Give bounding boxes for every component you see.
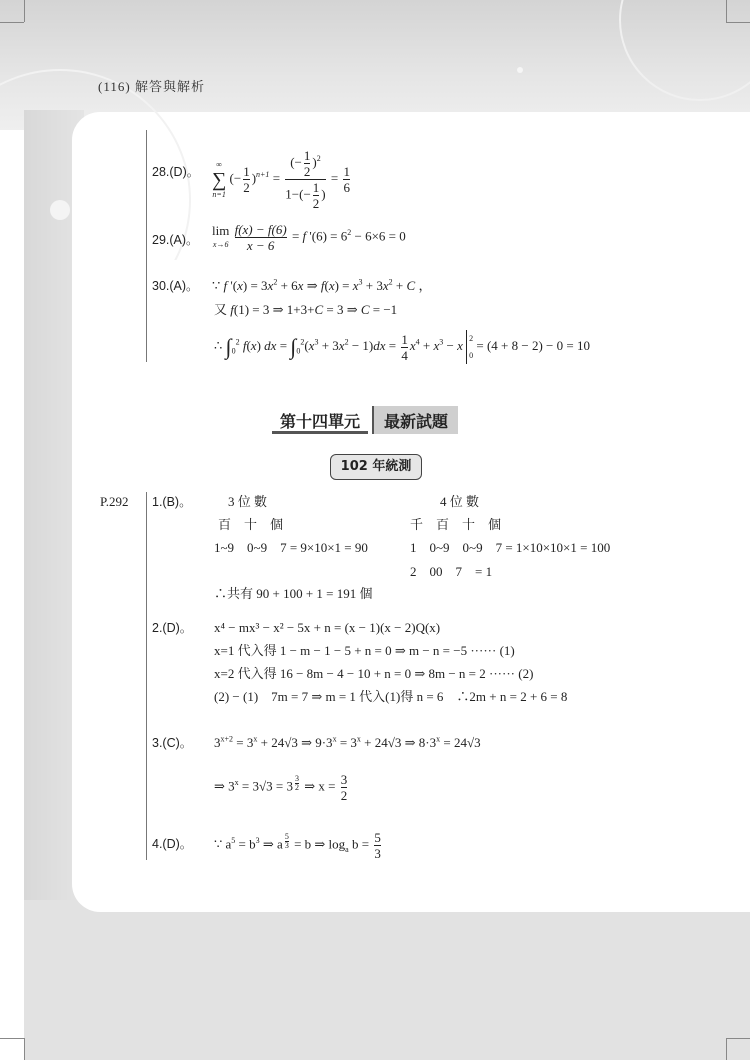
crop-mark [24, 1038, 25, 1060]
q1-row-3digit: 1~9 0~9 7 = 9×10×1 = 90 [214, 540, 368, 555]
exam-badge: 102 年統測 [330, 454, 422, 480]
q3-line1: $3^{x+2} = 3^x + 24√3$ ⇒ $9\cdot 3^x = 3^x + 24√3$ ⇒ $8\cdot 3^x = 24√3$ [214, 734, 481, 750]
q2-line1: x⁴ − mx³ − x² − 5x + n = (x − 1)(x − 2)Q(x) [214, 620, 441, 635]
page-reference: P.292 [100, 494, 129, 509]
answer-label: 2.(D)。 [152, 621, 193, 635]
q2-line3: x=2 代入得 16 − 8m − 4 − 10 + n = 0 ⇒ 8m − n = 2 ······ (2) [214, 666, 534, 681]
crop-mark [726, 1038, 727, 1060]
answer-label: 3.(C)。 [152, 736, 193, 750]
crop-mark [726, 0, 727, 22]
unit-number: 第十四單元 [272, 406, 368, 434]
unit-subtitle: 最新試題 [372, 406, 458, 434]
page-header [98, 76, 205, 95]
crop-mark [726, 22, 750, 23]
page-title: 解答與解析 [134, 79, 205, 94]
answer-label: 1.(B)。 [152, 495, 192, 509]
answer-label: 4.(D)。 [152, 837, 193, 851]
answer-label: 28.(D)。 [152, 165, 200, 179]
crop-mark [726, 1038, 750, 1039]
decorative-arcs [0, 0, 750, 260]
q4-line1: ∵ $a^5 = b^3$ ⇒ a $^{\frac{5}{3}}$ = b ⇒ $\log_a b$ = $\frac{5}{3}$ [214, 830, 381, 861]
answer-label: 30.(A)。 [152, 279, 199, 293]
crop-mark [0, 22, 24, 23]
formula-30-line1: ∵ f '$(x) = 3x^2 + 6x$ ⇒ $f(x) = x^3 + 3x^2 + C$ ， [212, 277, 432, 293]
formula-30-line3: ∴ $\int_0^2$ f(x) dx = $\int_0^2(x^3 + 3x^2 - 1)dx$ = $\frac{1}{4}$ $x^4 + x^3 - x$ 2 0 = (4 + 8 − 2) − 0 = 10 [214, 331, 590, 363]
q1-total: ∴共有 90 + 100 + 1 = 191 個 [214, 586, 373, 601]
q1-header-4digit: 4 位 數 [440, 494, 480, 509]
answer-divider [146, 492, 147, 860]
q1-columns-4digit: 千 百 十 個 [410, 517, 502, 532]
crop-mark [24, 0, 25, 22]
q1-columns-3digit: 百 十 個 [218, 517, 284, 532]
q1-header-3digit: 3 位 數 [228, 494, 268, 509]
text-prefix: ∴ [214, 337, 223, 353]
bottom-background [24, 900, 750, 1060]
crop-mark [0, 1038, 24, 1039]
answer-divider [146, 130, 147, 362]
text-prefix: 又 [214, 302, 228, 317]
formula-28: ∞ ∑ n=1 (− $\frac{1}{2}$ )$^{n+1}$ = (− $\frac{1}{2}$ )$^2$ 1−(− $\frac{1}{2}$ ) = $\frac{1}{6}$ [212, 148, 350, 211]
q1-row-4digit: 1 0~9 0~9 7 = 1×10×10×1 = 100 [410, 540, 611, 555]
q2-line2: x=1 代入得 1 − m − 1 − 5 + n = 0 ⇒ m − n = −5 ······ (1) [214, 643, 515, 658]
formula-29: lim x→6 $\frac{f(x) - f(6)}{x - 6}$ = f '$(6) = 6^2 - 6\times 6 = 0$ [212, 222, 406, 253]
q1-row-4digit-2: 2 00 7 = 1 [410, 564, 493, 579]
q2-line4: (2) − (1) 7m = 7 ⇒ m = 1 代入(1)得 n = 6 ∴2m + n = 2 + 6 = 8 [214, 689, 568, 704]
answer-label: 29.(A)。 [152, 233, 199, 247]
page-number: (116) [98, 79, 131, 94]
unit-title [272, 406, 458, 434]
formula-30-line2: 又 f(1) = 3 ⇒ 1+3+C = 3 ⇒ C = −1 [214, 302, 398, 317]
q3-line2: ⇒ $3^x = 3√3 = 3$ $^{\frac{3}{2}}$ ⇒ x = $\frac{3}{2}$ [214, 772, 348, 803]
